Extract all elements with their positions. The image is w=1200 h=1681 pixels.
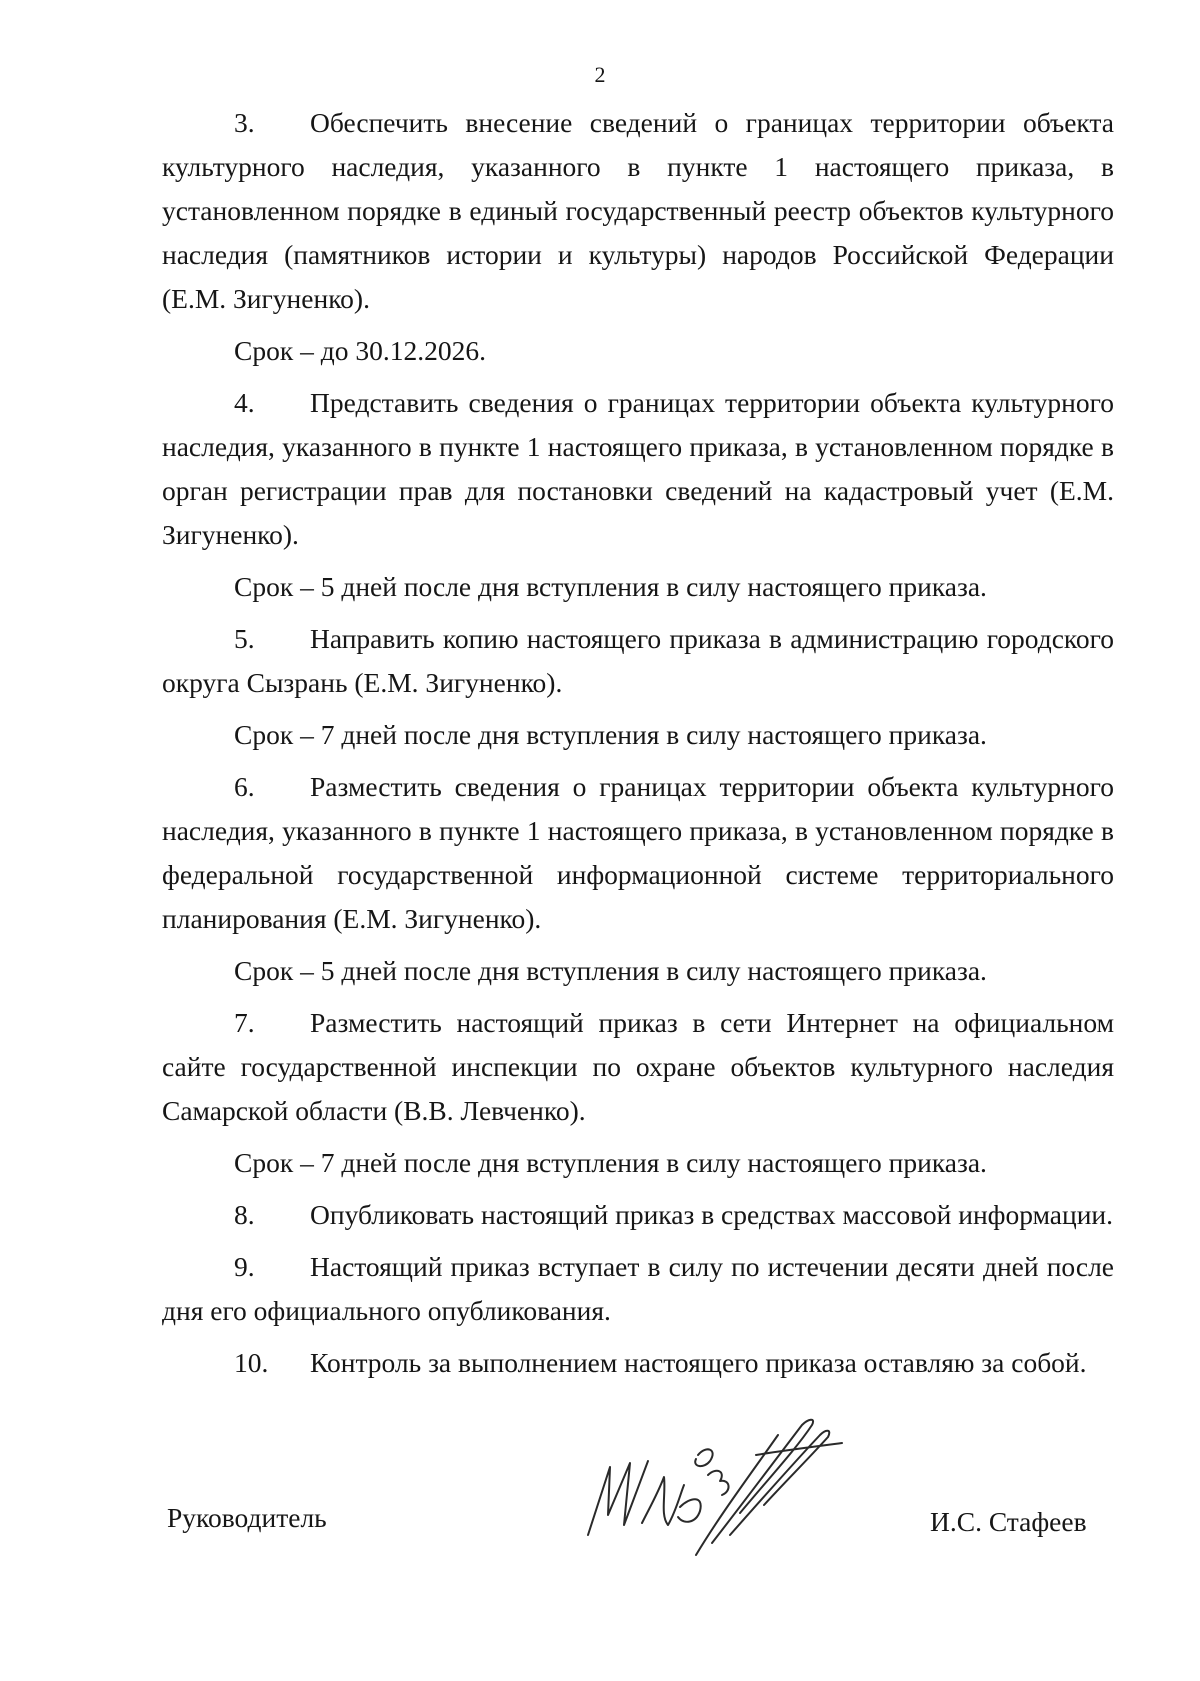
list-item-6 [162,765,1114,941]
deadline-4: Срок – 5 дней после дня вступления в силу настоящего приказа. [234,571,987,602]
item-text: Разместить сведения о границах территории объекта культурного наследия, указанного в пункте 1 настоящего приказа, в установленном порядке в федеральной государственной информационной системе территориального планирования (Е.М. Зигуненко). [162,771,1114,934]
item-text: Обеспечить внесение сведений о границах территории объекта культурного наследия, указанного в пункте 1 настоящего приказа, в установленном порядке в единый государственный реестр объектов культурного наследия (памятников истории и культуры) народов Российской Федерации (Е.М. Зигуненко). [162,107,1114,314]
deadline-5: Срок – 7 дней после дня вступления в силу настоящего приказа. [234,719,987,750]
list-item-3 [162,101,1114,321]
item-number: 3. [234,107,255,138]
document-body [162,101,1114,1393]
item-text: Опубликовать настоящий приказ в средствах массовой информации. [310,1199,1114,1230]
item-number: 9. [234,1251,255,1282]
item-text: Разместить настоящий приказ в сети Интернет на официальном сайте государственной инспекции по охране объектов культурного наследия Самарской области (В.В. Левченко). [162,1007,1114,1126]
item-number: 5. [234,623,255,654]
deadline-7: Срок – 7 дней после дня вступления в силу настоящего приказа. [234,1147,987,1178]
item-text: Представить сведения о границах территории объекта культурного наследия, указанного в пункте 1 настоящего приказа, в установленном порядке в орган регистрации прав для постановки сведений на кадастровый учет (Е.М. Зигуненко). [162,387,1114,550]
list-item-9 [162,1245,1114,1333]
item-number: 10. [234,1347,269,1378]
list-item-5 [162,617,1114,705]
item-number: 6. [234,771,255,802]
handwritten-signature-icon [580,1415,850,1565]
list-item-8 [162,1193,1114,1237]
item-text: Направить копию настоящего приказа в администрацию городского округа Сызрань (Е.М. Зигуненко). [162,623,1114,698]
page-number: 2 [594,62,606,87]
item-text: Настоящий приказ вступает в силу по истечении десяти дней после дня его официального опубликования. [162,1251,1114,1326]
signatory-name: И.С. Стафеев [930,1506,1087,1537]
item-number: 8. [234,1199,255,1230]
item-text: Контроль за выполнением настоящего приказа оставляю за собой. [310,1347,1087,1378]
deadline-3: Срок – до 30.12.2026. [234,335,486,366]
list-item-10 [162,1341,1114,1385]
list-item-4 [162,381,1114,557]
item-number: 4. [234,387,255,418]
item-number: 7. [234,1007,255,1038]
signatory-position: Руководитель [167,1502,327,1533]
list-item-7 [162,1001,1114,1133]
deadline-6: Срок – 5 дней после дня вступления в силу настоящего приказа. [234,955,987,986]
